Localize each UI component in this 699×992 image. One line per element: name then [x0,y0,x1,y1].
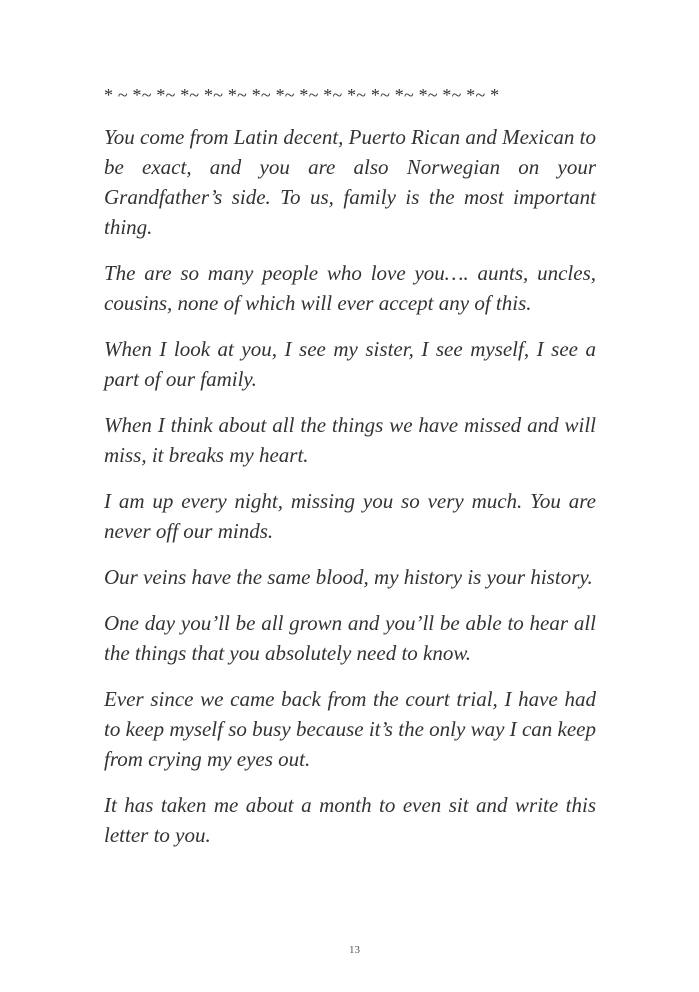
page-body [104,84,596,866]
paragraph-look-at-you: When I look at you, I see my sister, I see myself, I see a part of our family. [104,337,596,391]
paragraph-family-love: The are so many people who love you…. aunts, uncles, cousins, none of which will ever accept any of this. [104,261,596,315]
paragraph-court-trial: Ever since we came back from the court trial, I have had to keep myself so busy because it’s the only way I can keep from crying my eyes out. [104,687,596,771]
paragraph-taken-a-month: It has taken me about a month to even sit and write this letter to you. [104,793,596,847]
paragraph-every-night: I am up every night, missing you so very much. You are never off our minds. [104,489,596,543]
paragraph-same-blood: Our veins have the same blood, my history is your history. [104,565,593,589]
paragraph-one-day: One day you’ll be all grown and you’ll be able to hear all the things that you absolutely need to know. [104,611,596,665]
page-number: 13 [349,944,360,956]
section-separator: * ~ *~ *~ *~ *~ *~ *~ *~ *~ *~ *~ *~ *~ *~ *~ *~ * [104,85,500,105]
paragraph-missed-things: When I think about all the things we have missed and will miss, it breaks my heart. [104,413,596,467]
paragraph-heritage: You come from Latin decent, Puerto Rican and Mexican to be exact, and you are also Norwegian on your Grandfather’s side. To us, family is the most important thing. [104,125,596,239]
